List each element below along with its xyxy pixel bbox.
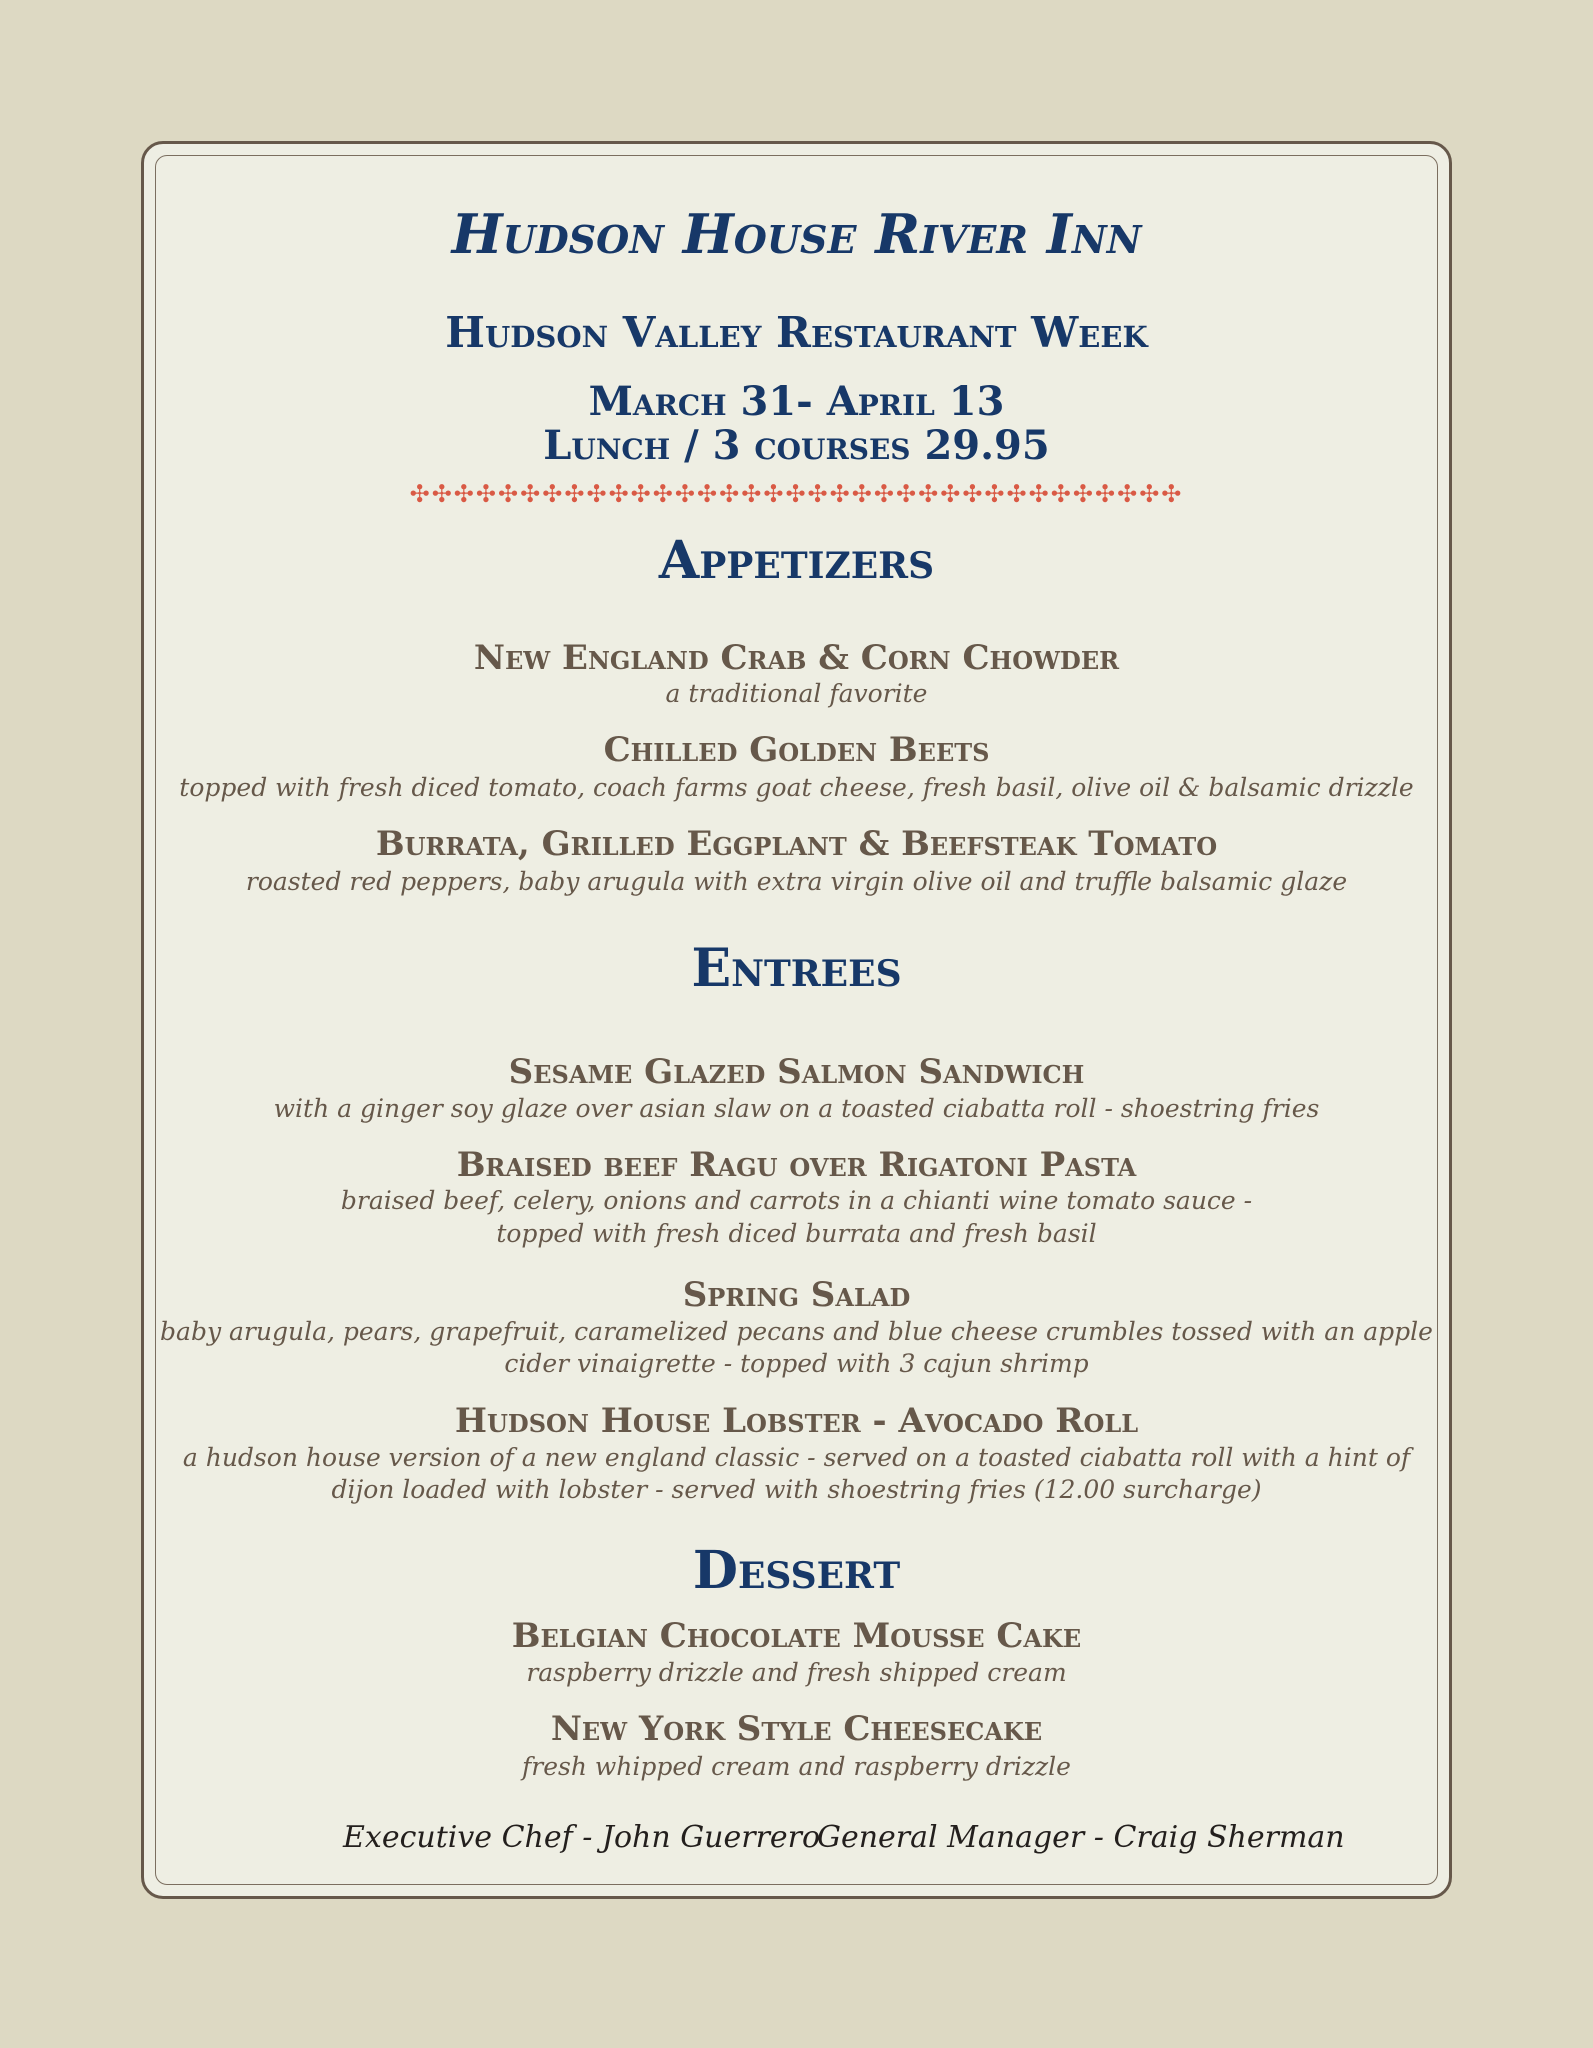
executive-chef-credit: Executive Chef - John Guerrero <box>343 1820 821 1855</box>
lunch-price-info: Lunch / 3 courses 29.95 <box>543 422 1050 469</box>
entrees-heading: Entrees <box>691 938 902 999</box>
restaurant-name: Hudson House River Inn <box>451 202 1142 266</box>
entree-item-description-line: cider vinaigrette - topped with 3 cajun shrimp <box>504 1349 1089 1378</box>
appetizer-item-description: roasted red peppers, baby arugula with extra virgin olive oil and truffle balsamic glaze <box>245 867 1348 896</box>
dessert-item-description: raspberry drizzle and fresh shipped cream <box>526 1658 1067 1687</box>
dessert-heading: Dessert <box>692 1540 901 1601</box>
entree-item-name: Sesame Glazed Salmon Sandwich <box>508 1052 1085 1092</box>
dessert-item-name: Belgian Chocolate Mousse Cake <box>511 1616 1082 1656</box>
event-dates: March 31- April 13 <box>588 378 1005 425</box>
event-name: Hudson Valley Restaurant Week <box>445 308 1148 357</box>
entree-item-description-line: topped with fresh diced burrata and fresh basil <box>496 1219 1097 1248</box>
appetizer-item-name: New England Crab & Corn Chowder <box>473 638 1120 678</box>
entree-item-description-line: baby arugula, pears, grapefruit, caramelized pecans and blue cheese crumbles tossed with an apple <box>160 1317 1433 1346</box>
entree-item-description-line: dijon loaded with lobster - served with shoestring fries (12.00 surcharge) <box>331 1475 1262 1504</box>
dessert-item-description: fresh whipped cream and raspberry drizzle <box>522 1752 1071 1781</box>
appetizer-item-description: a traditional favorite <box>665 679 928 708</box>
appetizer-item-name: Burrata, Grilled Eggplant & Beefsteak Tomato <box>375 824 1218 864</box>
ornamental-divider: ✣✣✣✣✣✣✣✣✣✣✣✣✣✣✣✣✣✣✣✣✣✣✣✣✣✣✣✣✣✣✣✣✣✣✣ <box>409 480 1184 508</box>
appetizers-heading: Appetizers <box>658 530 935 591</box>
entree-item-name: Hudson House Lobster - Avocado Roll <box>454 1401 1139 1441</box>
entree-item-description-line: a hudson house version of a new england classic - served on a toasted ciabatta roll with a hint of <box>182 1443 1411 1472</box>
appetizer-item-description: topped with fresh diced tomato, coach farms goat cheese, fresh basil, olive oil & balsamic drizzle <box>179 773 1414 802</box>
general-manager-credit: General Manager - Craig Sherman <box>817 1820 1345 1855</box>
entree-item-name: Spring Salad <box>682 1275 911 1315</box>
entree-item-name: Braised beef Ragu over Rigatoni Pasta <box>456 1145 1137 1185</box>
dessert-item-name: New York Style Cheesecake <box>550 1709 1043 1749</box>
entree-item-description: with a ginger soy glaze over asian slaw on a toasted ciabatta roll - shoestring fries <box>273 1094 1320 1123</box>
entree-item-description-line: braised beef, celery, onions and carrots in a chianti wine tomato sauce - <box>340 1186 1253 1215</box>
appetizer-item-name: Chilled Golden Beets <box>603 730 990 770</box>
